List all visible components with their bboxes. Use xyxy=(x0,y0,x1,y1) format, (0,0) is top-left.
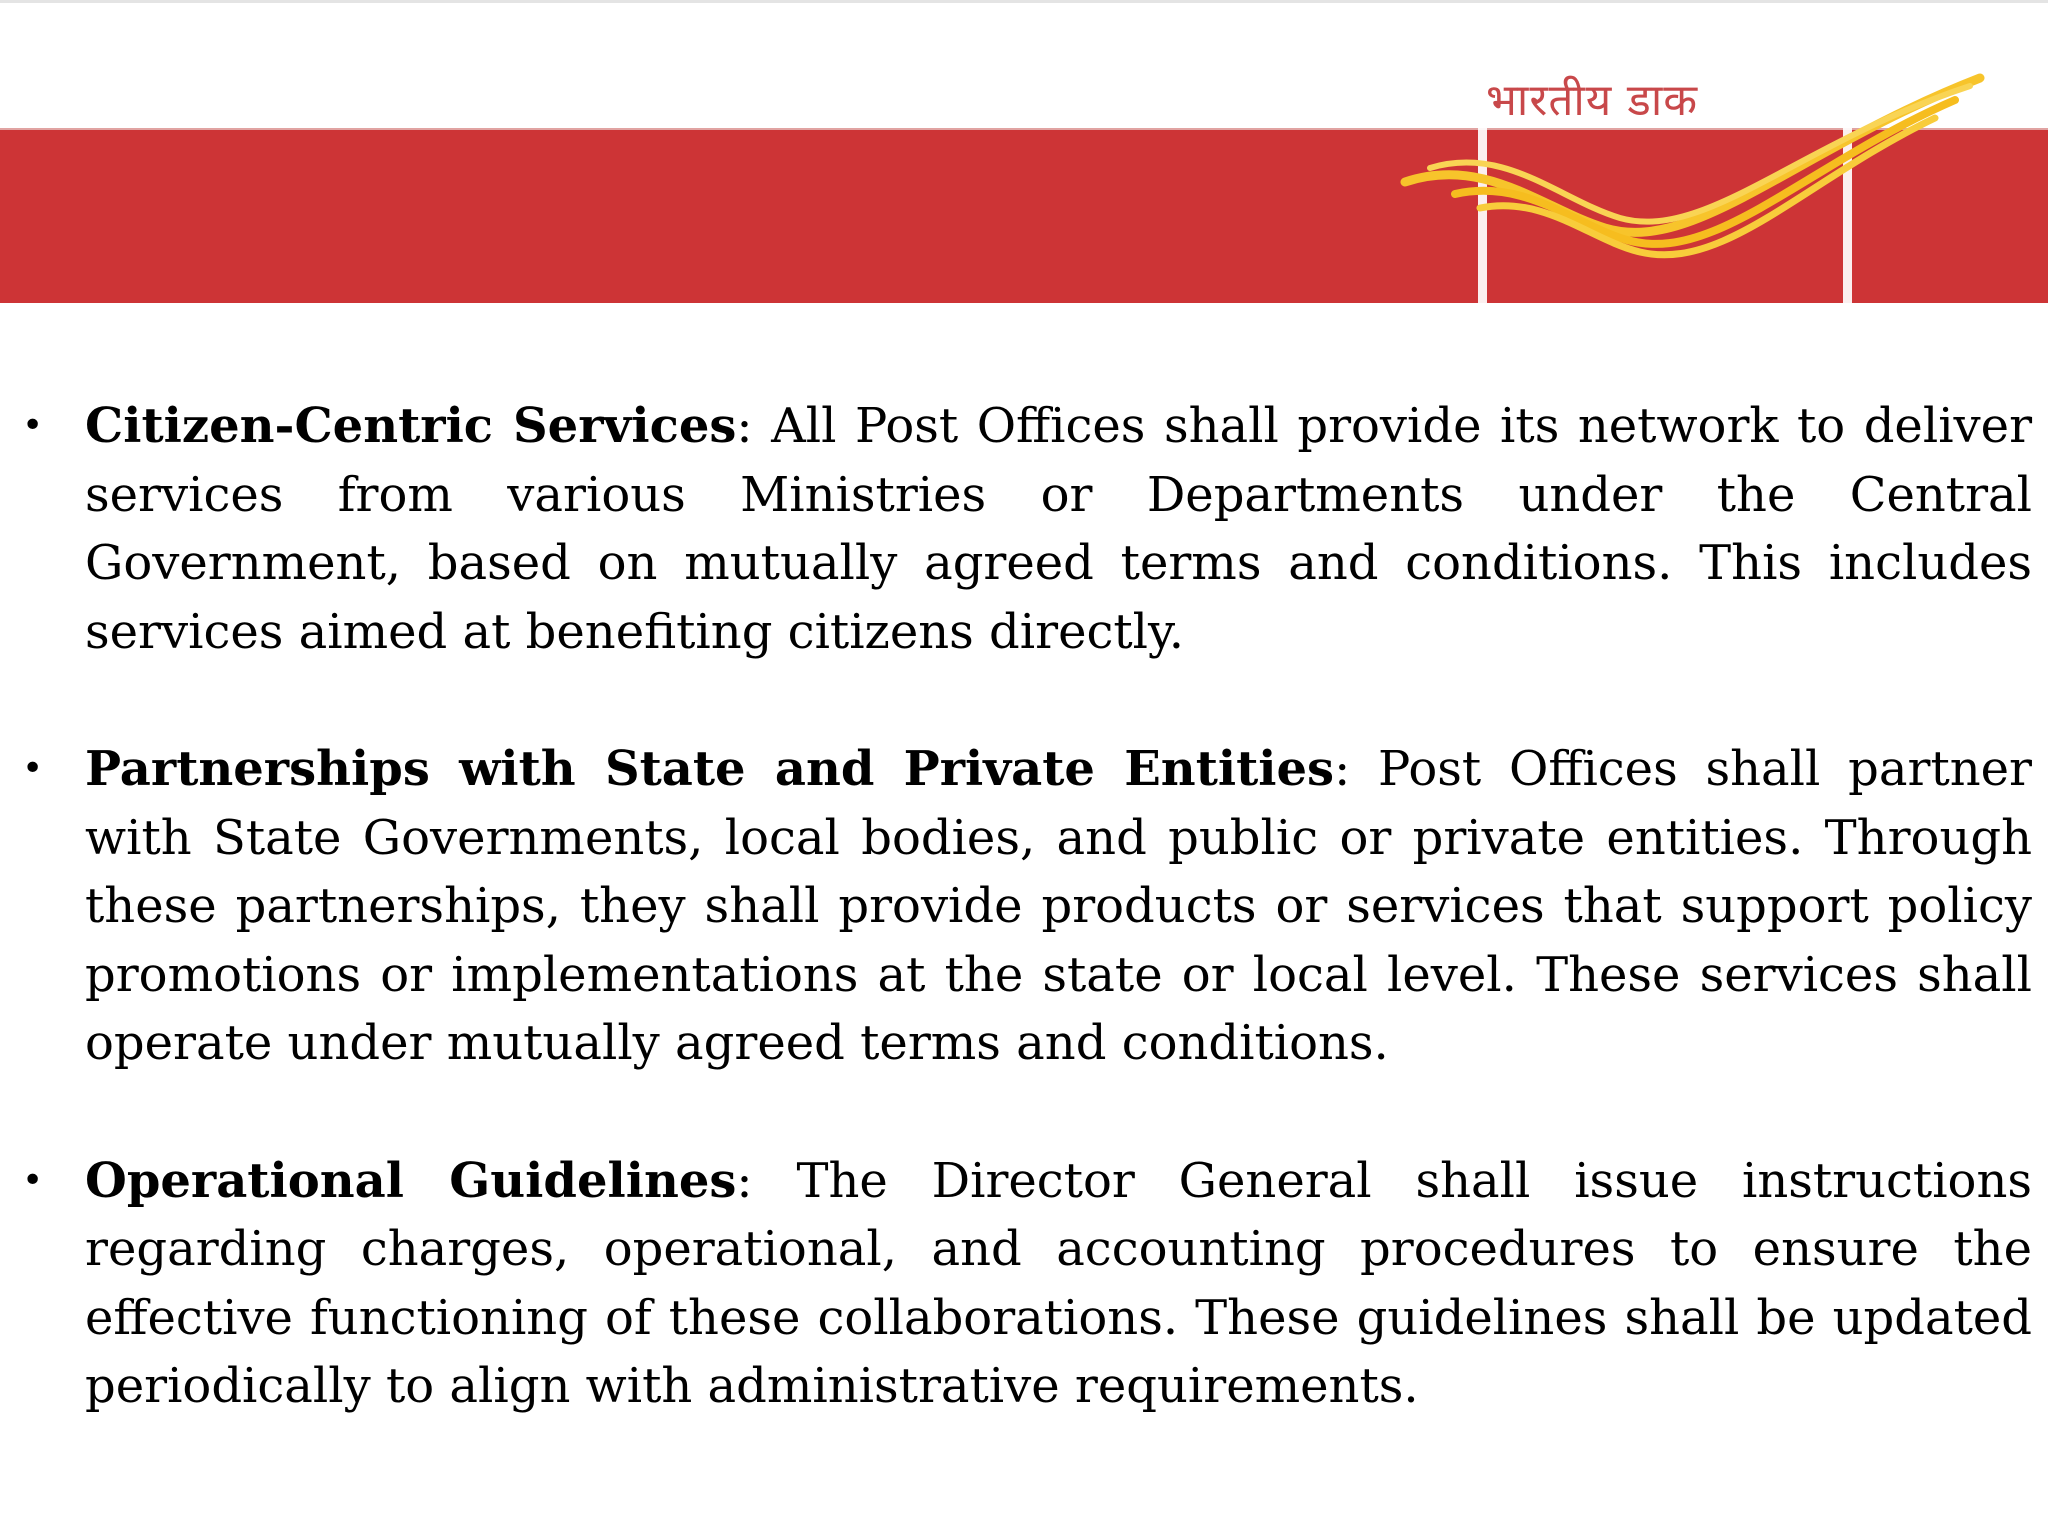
brand-hindi-text: भारतीय डाक xyxy=(1486,75,1699,126)
bullet-text xyxy=(85,735,2032,1078)
bullet-text xyxy=(85,1147,2032,1421)
slide-header xyxy=(0,0,2048,305)
bullet-marker: • xyxy=(22,748,44,789)
bullet-marker: • xyxy=(22,405,44,446)
bullet-list xyxy=(20,392,2032,1490)
bullet-body: : Post Offices shall partner with State Governments, local bodies, and public or private entities. Through these partnerships, they shall provide products or services that support policy promotions or implementations at the state or local level. These services shall operate under mutually agreed terms and conditions. xyxy=(85,741,2032,1071)
bullet-item-operational-guidelines xyxy=(20,1147,2032,1421)
bullet-title: Citizen-Centric Services xyxy=(85,398,737,454)
bullet-text xyxy=(85,392,2032,666)
bullet-marker: • xyxy=(22,1159,44,1201)
bullet-body: : All Post Offices shall provide its network to deliver services from various Ministries or Departments under the Central Government, based on mutually agreed terms and conditions. This includes services aimed at benefiting citizens directly. xyxy=(85,398,2033,660)
bullet-body: : The Director General shall issue instructions regarding charges, operational, and accounting procedures to ensure the effective functioning of these collaborations. These guidelines shall be updated periodically to align with administrative requirements. xyxy=(85,1152,2033,1414)
bullet-title: Partnerships with State and Private Entities xyxy=(85,741,1335,797)
bullet-item-citizen-centric-services xyxy=(20,392,2032,666)
bullet-item-partnerships xyxy=(20,735,2032,1078)
bullet-title: Operational Guidelines xyxy=(85,1152,737,1209)
